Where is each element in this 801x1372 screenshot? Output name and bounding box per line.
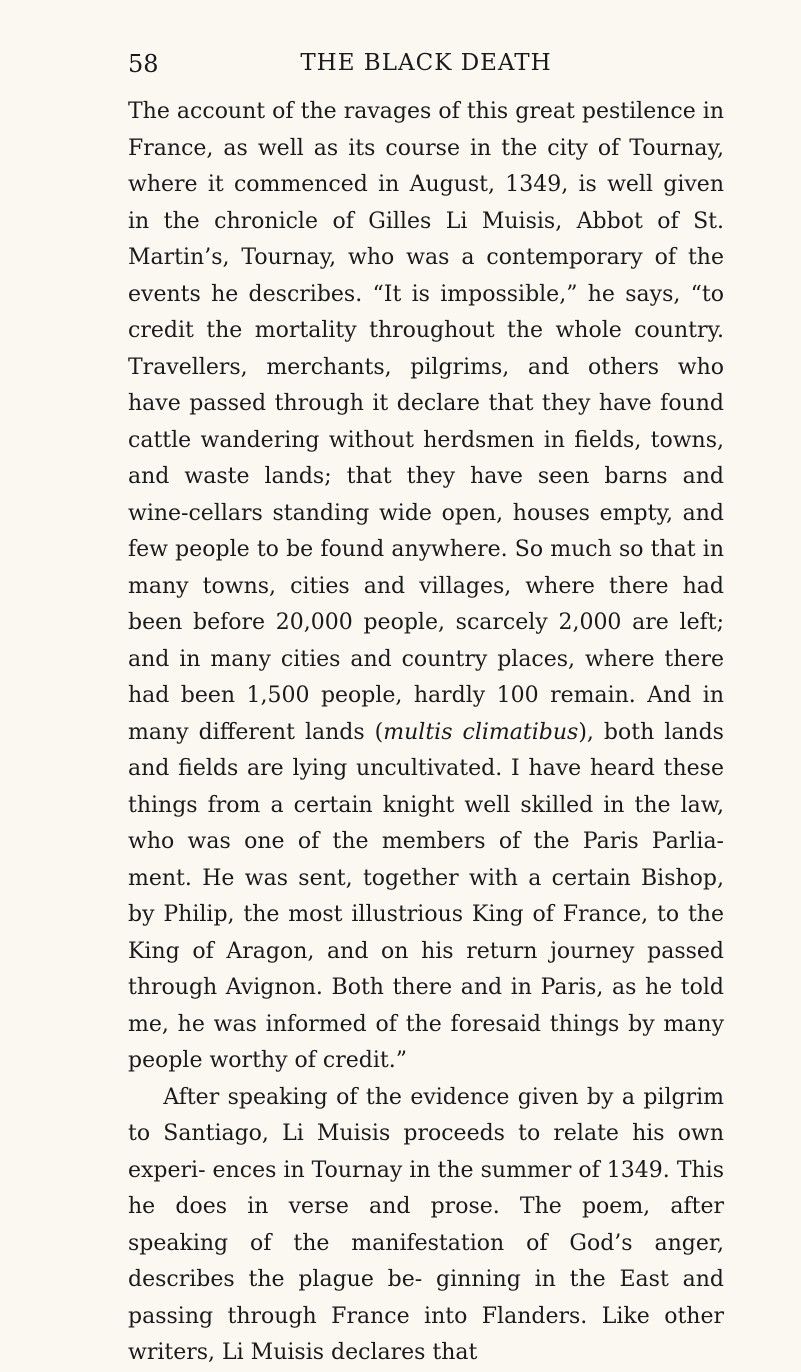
paragraph-1 <box>128 94 724 1080</box>
paragraph-1-italic-phrase: multis climatibus <box>383 719 579 745</box>
paragraph-1-text-after: ), both lands and fields are lying uncultivated. I have heard these things from a certain knight well skilled in the law, who was one of the members of the Paris Parlia- ment. He was sent, together with a certain Bishop, by Philip, the most illustrious King of France, to the King of Aragon, and on his return journey passed through Avignon. Both there and in Paris, as he told me, he was informed of the foresaid things by many people worthy of credit.” <box>128 719 724 1073</box>
page-header <box>128 50 724 84</box>
paragraph-1-text-before: The account of the ravages of this great pestilence in France, as well as its course in the city of Tournay, where it commenced in August, 1349, is well given in the chronicle of Gilles Li Muisis, Abbot of St. Martin’s, Tournay, who was a contemporary of the events he describes. “It is impossible,” he says, “to credit the mortality throughout the whole country. Travellers, merchants, pilgrims, and others who have passed through it declare that they have found cattle wandering without herdsmen in fields, towns, and waste lands; that they have seen barns and wine-cellars standing wide open, houses empty, and few people to be found anywhere. So much so that in many towns, cities and villages, where there had been before 20,000 people, scarcely 2,000 are left; and in many cities and country places, where there had been 1,500 people, hardly 100 remain. And in many different lands ( <box>128 99 724 745</box>
body-text <box>128 94 724 1372</box>
running-title: THE BLACK DEATH <box>300 50 552 76</box>
page-number: 58 <box>128 50 159 78</box>
paragraph-2: After speaking of the evidence given by a pilgrim to Santiago, Li Muisis proceeds to relate his own experi- ences in Tournay in the summer of 1349. This he does in verse and prose. The poem, after speaking of the manifestation of God’s anger, describes the plague be- ginning in the East and passing through France into Flanders. Like other writers, Li Muisis declares that <box>128 1084 724 1365</box>
